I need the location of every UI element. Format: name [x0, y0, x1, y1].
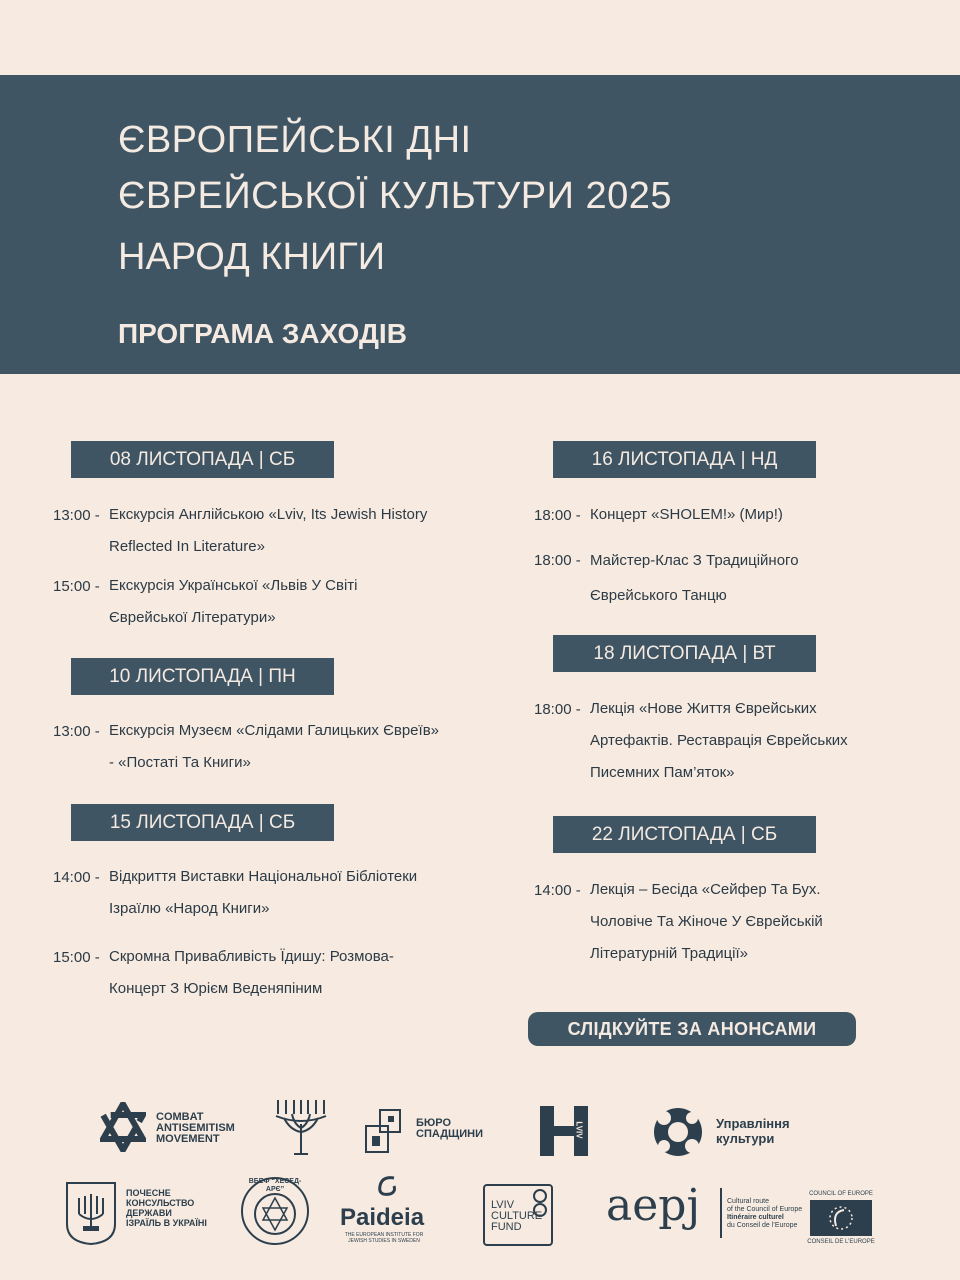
logo-text: Cultural route: [727, 1198, 770, 1205]
logo-text: ІЗРАЇЛЬ В УКРАЇНІ: [126, 1218, 207, 1228]
event-description: Відкриття Виставки Національної Бібліотеки Ізраїлю «Народ Книги»: [109, 868, 418, 917]
logo-text: КОНСУЛЬСТВО: [126, 1198, 195, 1208]
event-time: 14:00 -: [53, 869, 100, 886]
event-time: 15:00 -: [53, 578, 100, 595]
event-description: Лекція «Нове Життя Єврейських Артефактів. Реставрація Єврейських Писемних Пам’яток»: [590, 700, 848, 781]
paideia-logo: [336, 1174, 436, 1246]
coe-flag-icon: [810, 1200, 872, 1236]
event-description: Екскурсія Англійською «Lviv, Its Jewish History Reflected In Literature»: [109, 506, 428, 555]
logo-text: ПОЧЕСНЕ: [126, 1188, 171, 1198]
combat-antisemitism-logo: [100, 1102, 260, 1154]
logo-text: of the Council of Europe: [727, 1206, 803, 1213]
page-subtitle: НАРОД КНИГИ: [118, 236, 386, 278]
program-heading: ПРОГРАМА ЗАХОДІВ: [118, 318, 407, 349]
event-time: 13:00 -: [53, 507, 100, 524]
logo-text: CONSEIL DE L’EUROPE: [807, 1239, 875, 1245]
title-line-1: ЄВРОПЕЙСЬКІ ДНІ: [118, 119, 472, 161]
event-description: Майстер-Клас З Традиційного Єврейського Танцю: [590, 552, 799, 604]
council-of-europe-logo: [806, 1190, 876, 1248]
lviv-culture-fund-logo: [483, 1184, 553, 1246]
menorah-tree-logo: [272, 1096, 332, 1156]
logo-text: СПАДЩИНИ: [416, 1128, 484, 1140]
event-description: Екскурсія Музеєм «Слідами Галицьких Євреїв» - «Постаті Та Книги»: [109, 722, 440, 771]
logo-text: THE EUROPEAN INSTITUTE FOR: [344, 1232, 424, 1238]
event-time: 18:00 -: [534, 552, 581, 569]
logo-text: Itinéraire culturel: [727, 1214, 784, 1221]
logo-text: Управління: [716, 1116, 790, 1131]
logo-text: COUNCIL OF EUROPE: [809, 1191, 873, 1197]
event-time: 18:00 -: [534, 507, 581, 524]
event-description: Скромна Привабливість Їдишу: Розмова-Концерт З Юрієм Веденяпіним: [109, 948, 394, 997]
day-badge: 08 ЛИСТОПАДА | СБ: [71, 441, 334, 478]
logo-text: LVIV: [491, 1199, 515, 1211]
logo-text: ANTISEMITISM: [156, 1122, 235, 1134]
logo-text: БЮРО: [416, 1117, 451, 1129]
event-time: 13:00 -: [53, 723, 100, 740]
logo-text: COMBAT: [156, 1111, 204, 1123]
day-badge: 22 ЛИСТОПАДА | СБ: [553, 816, 816, 853]
event-description: Лекція – Бесіда «Сейфер Та Бух. Чоловіче Та Жіноче У Єврейській Літературній Традиції»: [590, 881, 823, 962]
logo-text: FUND: [491, 1221, 522, 1233]
logo-text: культури: [716, 1131, 775, 1146]
logo-text: aepj: [606, 1180, 701, 1231]
menorah-tree-icon: [272, 1096, 330, 1156]
menorah-shield-icon: [64, 1180, 118, 1246]
aepj-logo: [606, 1180, 806, 1240]
title-line-2: ЄВРЕЙСЬКОЇ КУЛЬТУРИ 2025: [118, 175, 673, 217]
logo-text: MOVEMENT: [156, 1133, 220, 1145]
lviv-h-logo: [540, 1106, 588, 1156]
day-badge: 15 ЛИСТОПАДА | СБ: [71, 804, 334, 841]
logo-text: CULTURE: [491, 1210, 543, 1222]
day-badge: 16 ЛИСТОПАДА | НД: [553, 441, 816, 478]
paideia-mark-icon: [366, 1174, 406, 1204]
logo-text: ВБЕФ “ХЕСЕД-АРЄ”: [248, 1178, 302, 1193]
event-description: Екскурсія Української «Львів У Світі Єврейської Літератури»: [109, 577, 358, 626]
fund-mark-icon: [531, 1188, 549, 1218]
page-title: [118, 112, 672, 224]
logo-text: JEWISH STUDIES IN SWEDEN: [348, 1238, 420, 1244]
upravlinnia-kultury-logo: [650, 1104, 810, 1160]
building-icon: [364, 1108, 408, 1154]
follow-announcements-button[interactable]: СЛІДКУЙТЕ ЗА АНОНСАМИ: [528, 1012, 856, 1046]
israel-consulate-logo: [64, 1180, 234, 1246]
day-badge: 18 ЛИСТОПАДА | ВТ: [553, 635, 816, 672]
star-of-david-icon: [100, 1102, 146, 1152]
day-badge: 10 ЛИСТОПАДА | ПН: [71, 658, 334, 695]
event-time: 14:00 -: [534, 882, 581, 899]
event-time: 18:00 -: [534, 701, 581, 718]
buro-spadshchyny-logo: [364, 1108, 494, 1154]
header-band: [0, 75, 960, 374]
logo-text: Paideia: [340, 1204, 425, 1231]
logo-text: du Conseil de l’Europe: [727, 1222, 798, 1229]
event-time: 15:00 -: [53, 949, 100, 966]
logo-text: ДЕРЖАВИ: [126, 1208, 172, 1218]
flower-emblem-icon: [650, 1104, 706, 1160]
logo-text: LVIV: [574, 1121, 584, 1139]
event-description: Концерт «SHOLEM!» (Мир!): [590, 506, 783, 523]
hesed-ariye-logo: [240, 1176, 310, 1246]
